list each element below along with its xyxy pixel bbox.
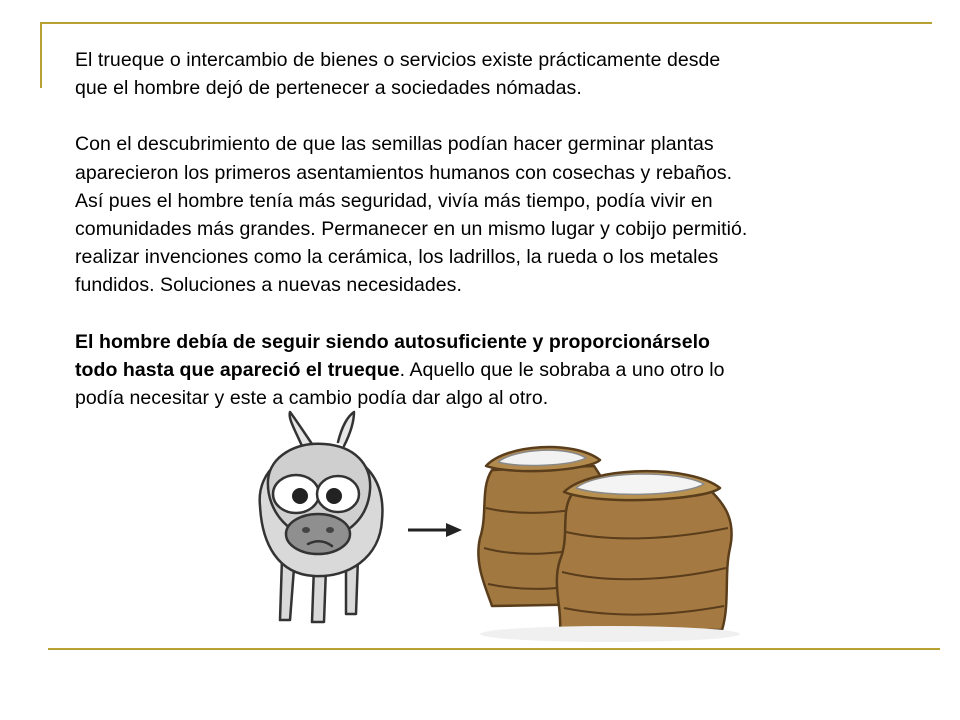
slide-text	[75, 46, 925, 412]
bottom-rule	[48, 648, 940, 650]
paragraph3-bold-line: El hombre debía de seguir siendo autosuficiente y proporcionárselo	[75, 330, 711, 353]
paragraph2-line: Con el descubrimiento de que las semillas podían hacer germinar plantas	[75, 133, 714, 156]
paragraph2-line: comunidades más grandes. Permanecer en un mismo lugar y cobijo permitió.	[75, 218, 748, 241]
paragraph3-line	[75, 356, 925, 384]
barter-illustration	[230, 408, 740, 648]
paragraph3-bold-fragment: todo hasta que apareció el trueque	[75, 358, 400, 381]
grain-sacks-image	[478, 447, 731, 630]
paragraph3-fragment: . Aquello que le sobraba a uno otro lo	[399, 358, 725, 381]
paragraph2-line: fundidos. Soluciones a nuevas necesidades.	[75, 274, 462, 297]
paragraph1-line: El trueque o intercambio de bienes o servicios existe prácticamente desde	[75, 49, 721, 71]
shadow	[480, 626, 740, 642]
arrow-right-icon	[408, 523, 462, 537]
paragraph2-line: realizar invenciones como la cerámica, los ladrillos, la rueda o los metales	[75, 246, 719, 269]
left-rule	[40, 22, 42, 88]
paragraph1-line: que el hombre dejó de pertenecer a sociedades nómadas.	[75, 77, 582, 100]
paragraph2-line: aparecieron los primeros asentamientos humanos con cosechas y rebaños.	[75, 161, 733, 184]
top-rule	[40, 22, 932, 24]
paragraph3-line: podía necesitar y este a cambio podía dar algo al otro.	[75, 387, 549, 410]
paragraph2-line: Así pues el hombre tenía más seguridad, vivía más tiempo, podía vivir en	[75, 189, 713, 212]
goat-image	[260, 412, 383, 622]
